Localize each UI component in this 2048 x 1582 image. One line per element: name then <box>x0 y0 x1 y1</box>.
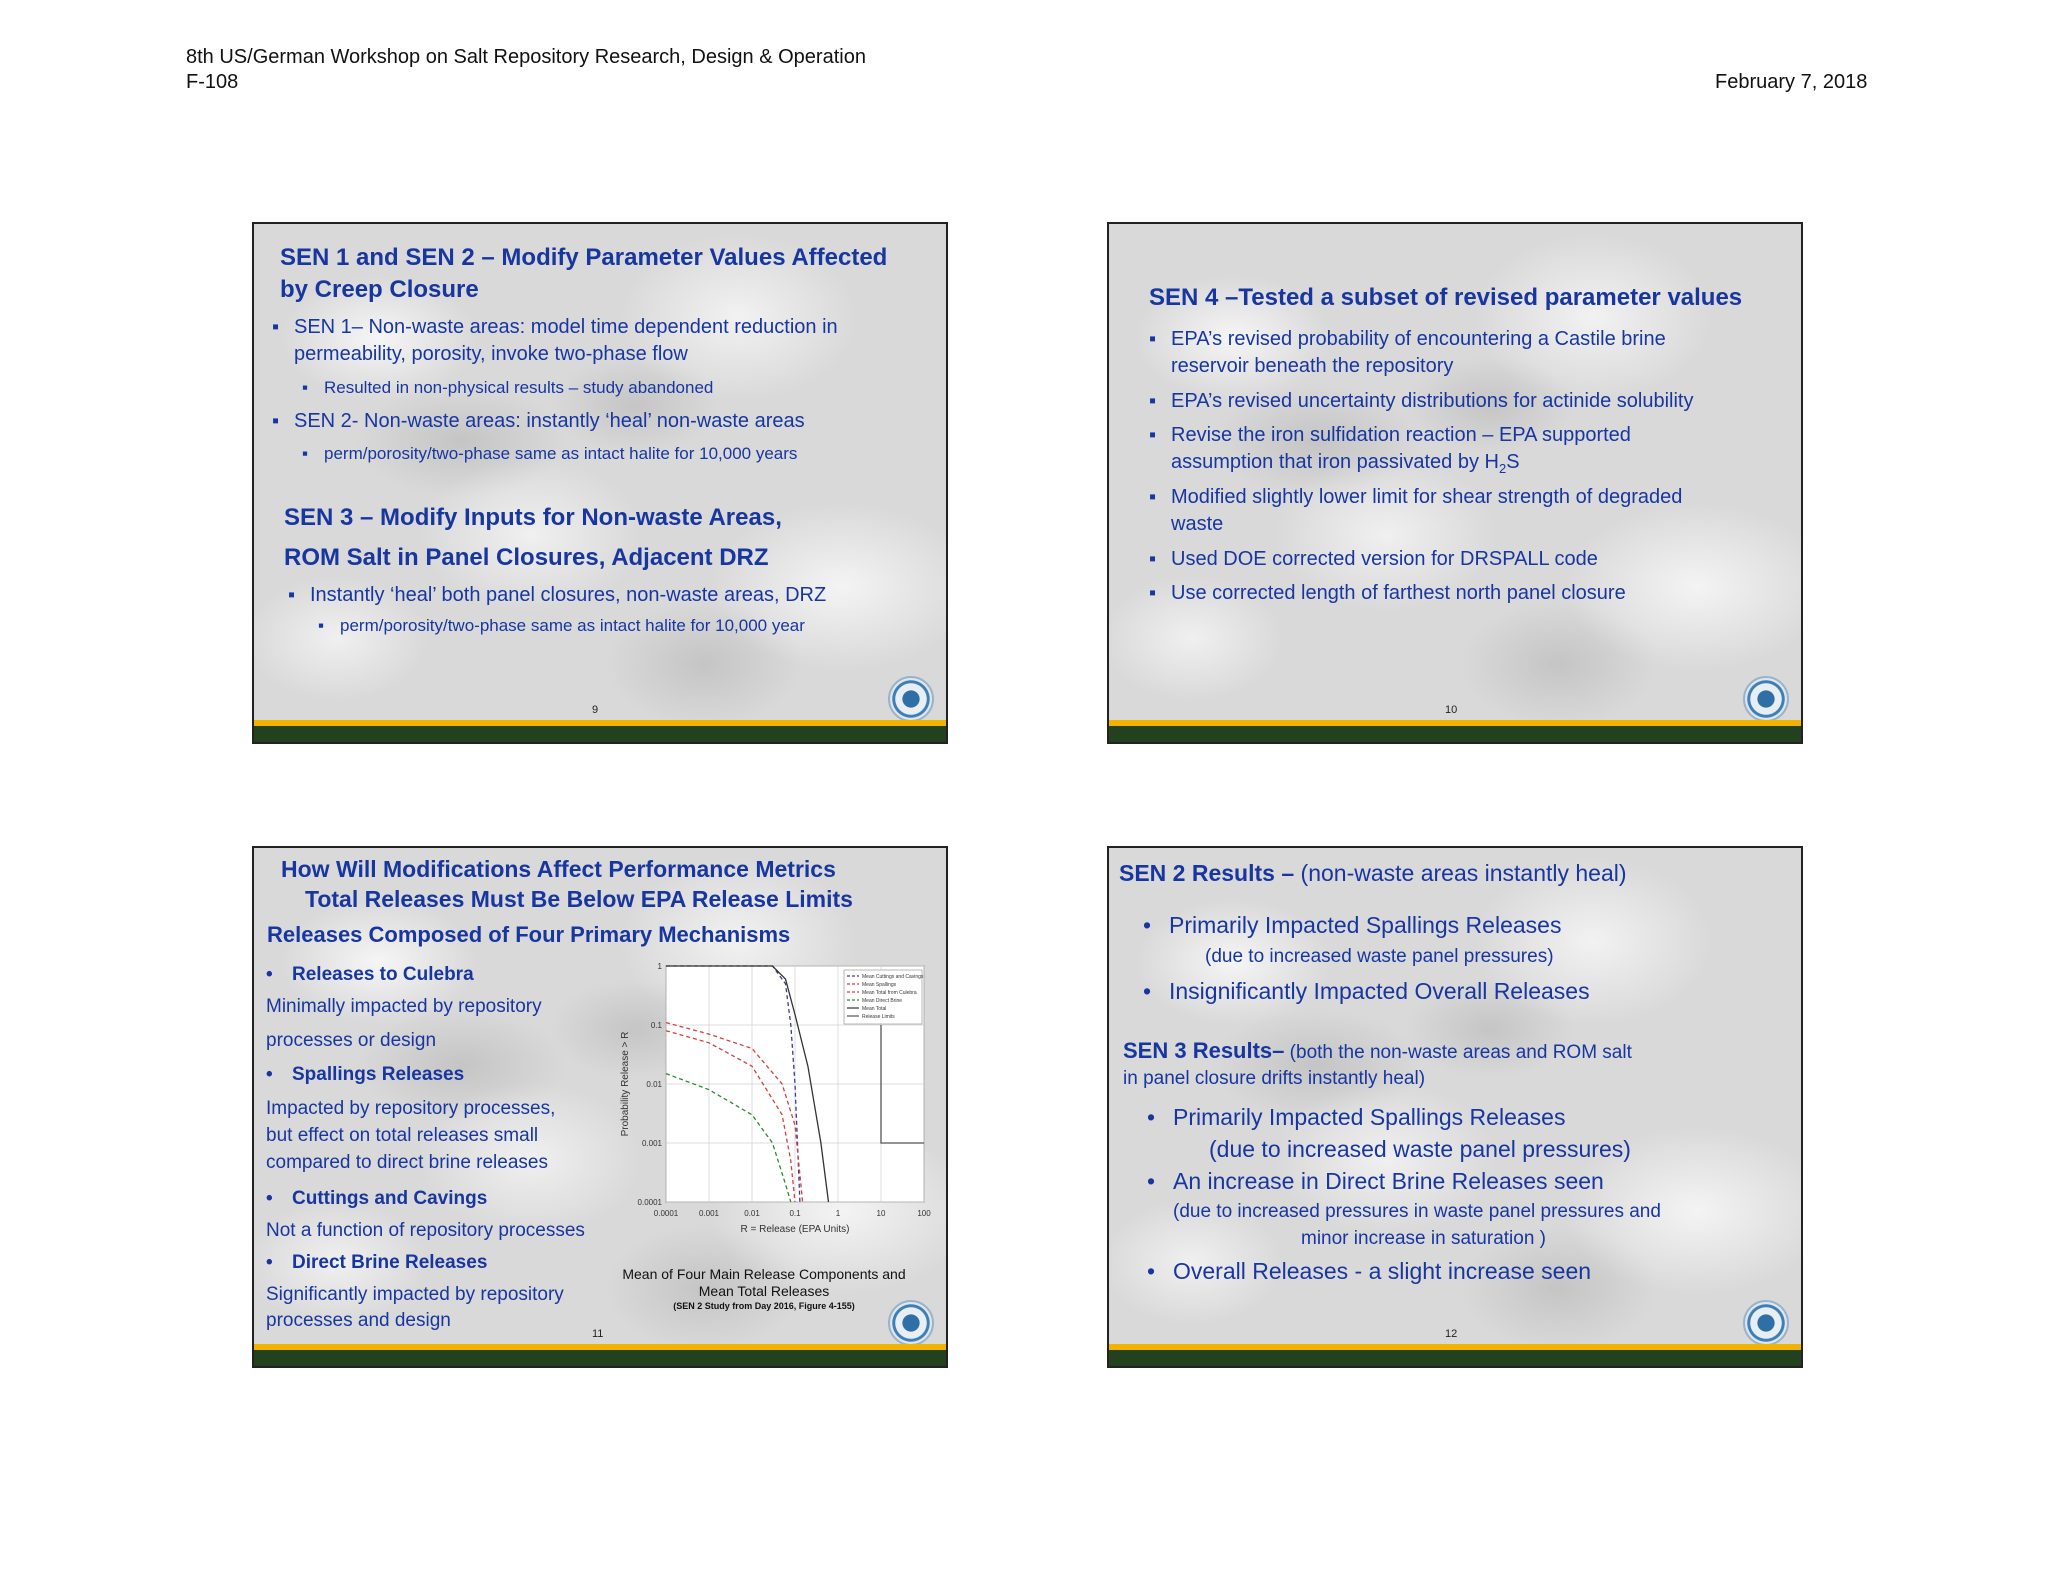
slide-10-title: SEN 4 –Tested a subset of revised parameter values <box>1149 284 1743 311</box>
slide-11-heading-spallings: • Spallings Releases <box>292 1064 464 1086</box>
chart-x-tick-label: 0.01 <box>744 1209 760 1218</box>
slide-11-text-direct-brine-1: Significantly impacted by repository <box>266 1284 564 1305</box>
slide-9-title-line2: by Creep Closure <box>280 276 479 303</box>
chart-x-tick-label: 1 <box>835 1209 841 1218</box>
slide-9-title-line1: SEN 1 and SEN 2 – Modify Parameter Values Affected <box>280 244 888 271</box>
chart-caption <box>604 1266 924 1312</box>
chart-y-axis-label: Probability Release > R <box>620 1031 631 1137</box>
chart-legend-entry: Mean Direct Brine <box>862 998 903 1004</box>
chart-y-tick-label: 0.0001 <box>637 1198 662 1207</box>
slide-12-sen2-desc: (non-waste areas instantly heal) <box>1294 860 1627 886</box>
slide-12-sen3-heading-cont: in panel closure drifts instantly heal) <box>1123 1068 1426 1089</box>
chart-y-tick-label: 0.01 <box>646 1080 662 1089</box>
epa-seal-icon <box>1743 1300 1789 1346</box>
slide-10-bullet-6: ▪ Use corrected length of farthest north panel closure <box>1171 582 1626 605</box>
chart-x-axis-label: R = Release (EPA Units) <box>740 1224 850 1235</box>
slide-11-title-line2: Total Releases Must Be Below EPA Release Limits <box>305 886 853 912</box>
chart-legend-entry: Mean Spallings <box>862 982 897 988</box>
slide-12-sen3-label: SEN 3 Results– <box>1123 1038 1285 1063</box>
slide-10-bullet-5: ▪ Used DOE corrected version for DRSPALL code <box>1171 548 1598 571</box>
slide-12-sen2-label: SEN 2 Results – <box>1119 860 1295 886</box>
slide-11-text-cuttings: Not a function of repository processes <box>266 1220 585 1241</box>
slide-12-page-number: 12 <box>1445 1328 1458 1340</box>
slide-11-text-spallings-1: Impacted by repository processes, <box>266 1098 556 1119</box>
slide-12 <box>1107 846 1803 1368</box>
chart-x-tick-label: 0.1 <box>789 1209 801 1218</box>
chart-x-tick-label: 100 <box>917 1209 931 1218</box>
slide-11-footer-band <box>254 1350 946 1366</box>
slide-12-bullet-3-sub: (due to increased waste panel pressures) <box>1209 1136 1631 1162</box>
slide-10-bullet-2: ▪ EPA’s revised uncertainty distributions for actinide solubility <box>1171 390 1693 413</box>
document-date: February 7, 2018 <box>1715 71 1868 93</box>
slide-11-text-culebra-2: processes or design <box>266 1030 437 1051</box>
slide-10-bullet-4-cont: waste <box>1171 513 1224 535</box>
slide-12-sen3-heading <box>1123 1038 1632 1064</box>
slide-9-bullet-2: ▪ SEN 2- Non-waste areas: instantly ‘heal’ non-waste areas <box>294 410 805 433</box>
slide-11-text-culebra-1: Minimally impacted by repository <box>266 996 542 1017</box>
slide-12-bullet-2: • Insignificantly Impacted Overall Releases <box>1169 978 1590 1005</box>
slide-12-bullet-3: • Primarily Impacted Spallings Releases <box>1173 1104 1565 1131</box>
slide-10-bullet-1: ▪ EPA’s revised probability of encountering a Castile brine <box>1171 328 1666 351</box>
slide-9-sen3-heading-line1: SEN 3 – Modify Inputs for Non-waste Areas, <box>284 504 782 531</box>
slide-11-text-spallings-2: but effect on total releases small <box>266 1125 539 1146</box>
epa-seal-icon <box>888 676 934 722</box>
slide-10 <box>1107 222 1803 744</box>
slide-9-bullet-1: ▪ SEN 1– Non-waste areas: model time dependent reduction in <box>294 316 838 339</box>
slide-12-bullet-1-sub: (due to increased waste panel pressures) <box>1205 946 1554 967</box>
slide-9-sub-bullet-3: ▪ perm/porosity/two-phase same as intact halite for 10,000 year <box>340 616 805 636</box>
document-id: F-108 <box>186 71 239 93</box>
slide-12-footer-band <box>1109 1350 1801 1366</box>
slide-10-bullet-4: ▪ Modified slightly lower limit for shear strength of degraded <box>1171 486 1682 509</box>
slide-11-text-spallings-3: compared to direct brine releases <box>266 1152 548 1173</box>
slide-10-bullet-3-cont <box>1171 451 1520 476</box>
slide-12-bullet-5: • Overall Releases - a slight increase seen <box>1173 1258 1591 1285</box>
slide-9-sen3-heading-line2: ROM Salt in Panel Closures, Adjacent DRZ <box>284 544 769 571</box>
slide-10-bullet-1-cont: reservoir beneath the repository <box>1171 355 1454 377</box>
slide-12-bullet-4: • An increase in Direct Brine Releases seen <box>1173 1168 1604 1195</box>
chart-y-tick-label: 0.1 <box>650 1021 662 1030</box>
chart-legend-entry: Mean Total <box>862 1006 887 1012</box>
slide-10-page-number: 10 <box>1445 704 1458 716</box>
slide-12-sen3-desc: (both the non-waste areas and ROM salt <box>1284 1042 1632 1063</box>
chart-legend-entry: Mean Total from Culebra <box>862 990 917 996</box>
chart-legend-entry: Mean Cuttings and Cavings <box>862 974 924 980</box>
epa-seal-icon <box>888 1300 934 1346</box>
slide-11 <box>252 846 948 1368</box>
chart-x-tick-label: 0.0001 <box>653 1209 679 1218</box>
slide-12-sen2-heading <box>1119 858 1627 888</box>
slide-12-bullet-1: • Primarily Impacted Spallings Releases <box>1169 912 1561 939</box>
slide-11-page-number: 11 <box>592 1328 604 1340</box>
slide-10-footer-band <box>1109 726 1801 742</box>
release-ccdf-chart <box>616 956 934 1252</box>
slide-11-heading-culebra: • Releases to Culebra <box>292 964 474 986</box>
workshop-title: 8th US/German Workshop on Salt Repository Research, Design & Operation <box>186 46 866 68</box>
slide-9-bullet-3: ▪ Instantly ‘heal’ both panel closures, non-waste areas, DRZ <box>310 584 826 607</box>
chart-caption-line2: Mean Total Releases <box>698 1283 830 1299</box>
slide-9-footer-band <box>254 726 946 742</box>
slide-11-heading-direct-brine: • Direct Brine Releases <box>292 1252 487 1274</box>
slide-11-text-direct-brine-2: processes and design <box>266 1310 451 1331</box>
slide-10-bullet-3-text: assumption that iron passivated by H <box>1171 451 1499 473</box>
slide-10-bullet-3-suffix: S <box>1506 451 1520 473</box>
slide-12-bullet-4-sub1: (due to increased pressures in waste panel pressures and <box>1173 1201 1661 1222</box>
slide-9 <box>252 222 948 744</box>
chart-y-tick-label: 1 <box>657 962 662 971</box>
chart-caption-source: (SEN 2 Study from Day 2016, Figure 4-155) <box>673 1301 855 1311</box>
slide-12-bullet-4-sub2: minor increase in saturation ) <box>1301 1228 1546 1249</box>
slide-10-subscript: 2 <box>1498 461 1507 476</box>
slide-9-bullet-1-cont: permeability, porosity, invoke two-phase flow <box>294 343 688 365</box>
chart-x-tick-label: 0.001 <box>698 1209 720 1218</box>
chart-caption-line1: Mean of Four Main Release Components and <box>622 1266 906 1282</box>
chart-legend-entry: Release Limits <box>862 1014 895 1020</box>
slide-9-page-number: 9 <box>592 704 599 716</box>
slide-11-heading-cuttings: • Cuttings and Cavings <box>292 1188 487 1210</box>
slide-11-subtitle: Releases Composed of Four Primary Mechanisms <box>267 922 791 947</box>
chart-y-tick-label: 0.001 <box>641 1139 662 1148</box>
slide-10-bullet-3: ▪ Revise the iron sulfidation reaction – EPA supported <box>1171 424 1631 447</box>
epa-seal-icon <box>1743 676 1789 722</box>
chart-x-tick-label: 10 <box>876 1209 886 1218</box>
slide-9-sub-bullet-1: ▪ Resulted in non-physical results – study abandoned <box>324 378 713 398</box>
slide-9-sub-bullet-2: ▪ perm/porosity/two-phase same as intact halite for 10,000 years <box>324 444 797 464</box>
slide-11-title-line1: How Will Modifications Affect Performance Metrics <box>281 856 836 882</box>
